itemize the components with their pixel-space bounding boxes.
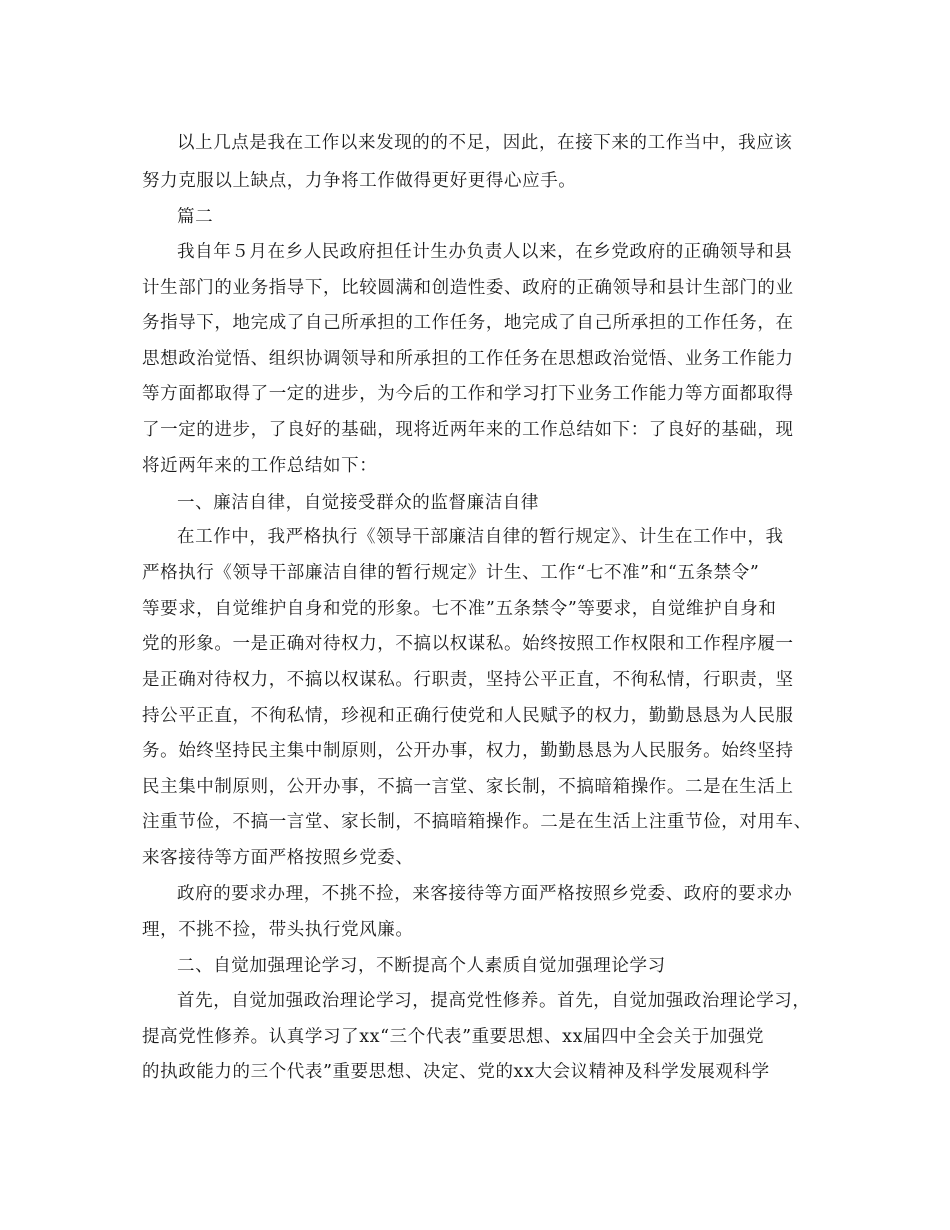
- paragraph-line: 理，不挑不捡，带头执行党风廉。: [142, 920, 414, 940]
- paragraph-line: 持公平正直，不徇私情，珍视和正确行使党和人民赋予的权力，勤勤恳恳为人民服: [142, 706, 794, 726]
- paragraph-line: 首先，自觉加强政治理论学习，提高党性修养。首先，自觉加强政治理论学习，: [177, 991, 811, 1011]
- paragraph-line: 提高党性修养。认真学习了xx“三个代表”重要思想、xx届四中全会关于加强党: [142, 1027, 765, 1047]
- paragraph-line: 务。始终坚持民主集中制原则，公开办事，权力，勤勤恳恳为人民服务。始终坚持: [142, 741, 794, 761]
- paragraph-line: 将近两年来的工作总结如下：: [142, 456, 378, 476]
- section-heading: 篇二: [177, 207, 214, 227]
- paragraph-line: 注重节俭，不搞一言堂、家长制，不搞暗箱操作。二是在生活上注重节俭，对用车、: [142, 812, 812, 832]
- paragraph-line: 民主集中制原则，公开办事，不搞一言堂、家长制，不搞暗箱操作。二是在生活上: [142, 777, 794, 797]
- paragraph-line: 计生部门的业务指导下，比较圆满和创造性委、政府的正确领导和县计生部门的业: [142, 278, 794, 298]
- paragraph-line: 务指导下，地完成了自己所承担的工作任务，地完成了自己所承担的工作任务，在: [142, 313, 794, 333]
- paragraph-line: 政府的要求办理，不挑不捡，来客接待等方面严格按照乡党委、政府的要求办: [177, 884, 793, 904]
- paragraph-line: 等要求，自觉维护自身和党的形象。七不准”五条禁令”等要求，自觉维护自身和: [142, 599, 777, 619]
- paragraph-line: 党的形象。一是正确对待权力，不搞以权谋私。始终按照工作权限和工作程序履一: [142, 634, 794, 654]
- paragraph-line: 的执政能力的三个代表”重要思想、决定、党的xx大会议精神及科学发展观科学: [142, 1062, 770, 1082]
- paragraph-line: 在工作中，我严格执行《领导干部廉洁自律的暂行规定》、计生在工作中，我: [177, 527, 784, 547]
- paragraph-line: 严格执行《领导干部廉洁自律的暂行规定》计生、工作“七不准”和“五条禁令”: [142, 563, 760, 583]
- paragraph-line: 是正确对待权力，不搞以权谋私。行职责，坚持公平正直，不徇私情，行职责，坚: [142, 670, 794, 690]
- section-heading: 二、自觉加强理论学习，不断提高个人素质自觉加强理论学习: [177, 956, 666, 976]
- paragraph-line: 了一定的进步，了良好的基础，现将近两年来的工作总结如下：了良好的基础，现: [142, 420, 794, 440]
- paragraph-line: 思想政治觉悟、组织协调领导和所承担的工作任务在思想政治觉悟、业务工作能力: [142, 349, 794, 369]
- paragraph-line: 等方面都取得了一定的进步，为今后的工作和学习打下业务工作能力等方面都取得: [142, 384, 794, 404]
- paragraph-line: 努力克服以上缺点，力争将工作做得更好更得心应手。: [142, 171, 577, 191]
- paragraph-line: 我自年５月在乡人民政府担任计生办负责人以来，在乡党政府的正确领导和县: [177, 242, 793, 262]
- paragraph-line: 以上几点是我在工作以来发现的的不足，因此，在接下来的工作当中，我应该: [177, 133, 793, 153]
- section-heading: 一、廉洁自律，自觉接受群众的监督廉洁自律: [177, 493, 539, 513]
- paragraph-line: 来客接待等方面严格按照乡党委、: [142, 848, 414, 868]
